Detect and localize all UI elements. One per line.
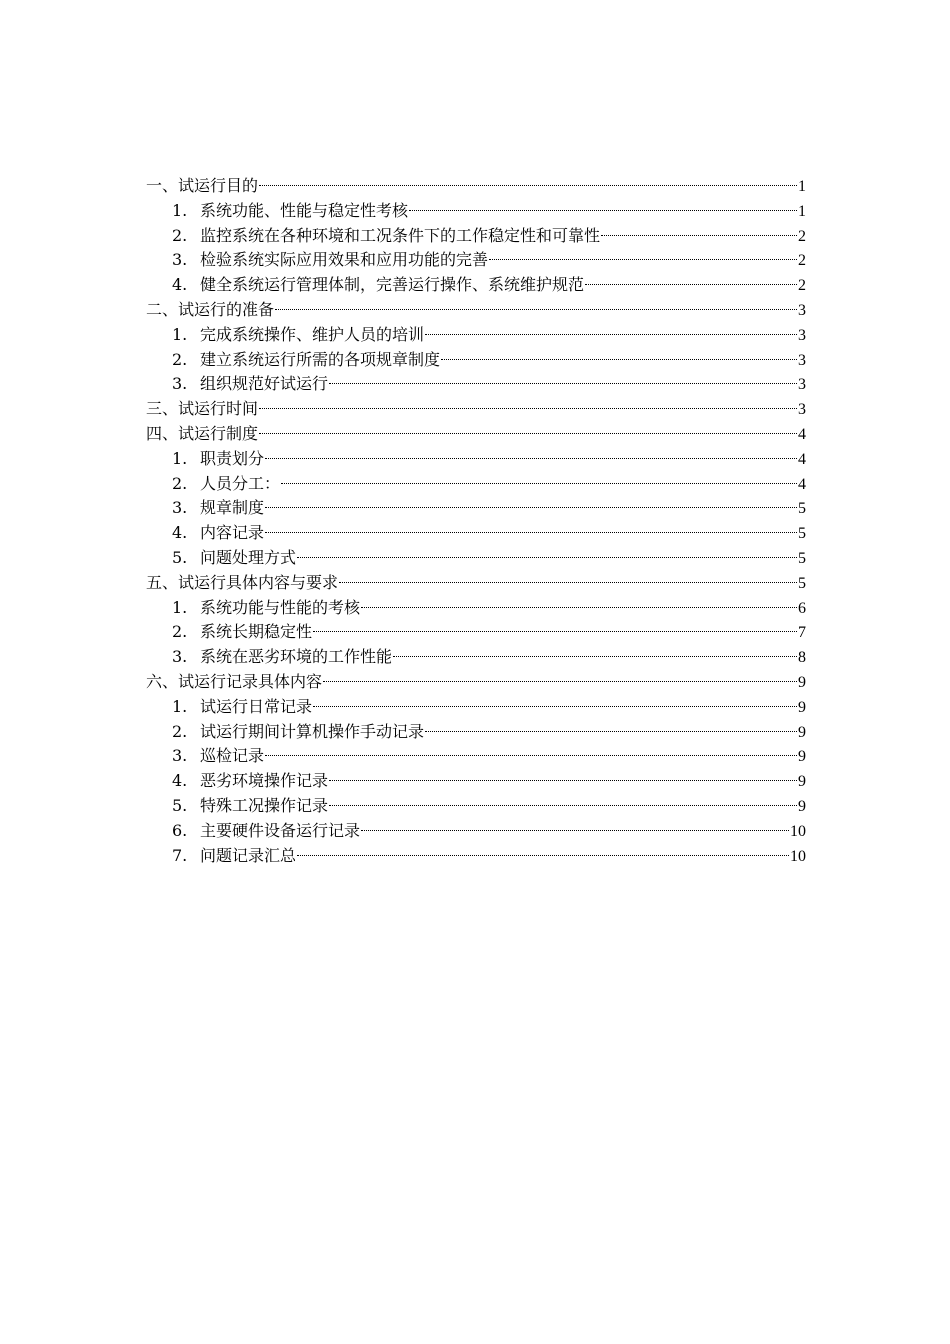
toc-entry-section[interactable] bbox=[146, 298, 806, 323]
toc-page-number: 5 bbox=[798, 574, 806, 592]
toc-page-number: 5 bbox=[798, 525, 806, 543]
toc-entry-title: 五、试运行具体内容与要求 bbox=[146, 572, 339, 592]
toc-entry-subsection[interactable] bbox=[146, 695, 806, 720]
toc-entry-title: 问题记录汇总 bbox=[200, 845, 297, 865]
toc-dot-leader bbox=[361, 830, 789, 831]
toc-dot-leader bbox=[585, 284, 797, 285]
toc-page-number: 3 bbox=[798, 376, 806, 394]
toc-entry-number: 3. bbox=[172, 746, 188, 766]
toc-entry-title: 巡检记录 bbox=[200, 746, 265, 766]
toc-dot-leader bbox=[297, 557, 797, 558]
toc-dot-leader bbox=[265, 507, 797, 508]
toc-page-number: 3 bbox=[798, 326, 806, 344]
toc-entry-title: 二、试运行的准备 bbox=[146, 299, 275, 319]
toc-entry-title: 问题处理方式 bbox=[200, 547, 297, 567]
toc-entry-title: 恶劣环境操作记录 bbox=[200, 771, 329, 791]
toc-dot-leader bbox=[313, 631, 797, 632]
toc-entry-subsection[interactable] bbox=[146, 447, 806, 472]
toc-entry-title: 系统功能、性能与稳定性考核 bbox=[200, 200, 409, 220]
toc-page-number: 9 bbox=[798, 723, 806, 741]
toc-entry-number: 3. bbox=[172, 498, 188, 518]
toc-dot-leader bbox=[281, 483, 797, 484]
toc-entry-title: 完成系统操作、维护人员的培训 bbox=[200, 324, 425, 344]
table-of-contents bbox=[146, 174, 806, 868]
toc-dot-leader bbox=[329, 780, 797, 781]
toc-entry-number: 2. bbox=[172, 349, 188, 369]
toc-entry-title: 系统在恶劣环境的工作性能 bbox=[200, 647, 393, 667]
toc-entry-number: 2. bbox=[172, 622, 188, 642]
toc-entry-title: 试运行期间计算机操作手动记录 bbox=[200, 721, 425, 741]
toc-entry-number: 3. bbox=[172, 647, 188, 667]
toc-page-number: 9 bbox=[798, 673, 806, 691]
toc-entry-subsection[interactable] bbox=[146, 720, 806, 745]
toc-dot-leader bbox=[441, 359, 797, 360]
toc-page-number: 10 bbox=[790, 822, 806, 840]
toc-entry-title: 职责划分 bbox=[200, 448, 265, 468]
toc-page-number: 1 bbox=[798, 202, 806, 220]
toc-dot-leader bbox=[259, 185, 797, 186]
toc-dot-leader bbox=[265, 532, 797, 533]
toc-dot-leader bbox=[265, 458, 797, 459]
toc-dot-leader bbox=[259, 433, 797, 434]
toc-entry-subsection[interactable] bbox=[146, 496, 806, 521]
toc-entry-subsection[interactable] bbox=[146, 819, 806, 844]
toc-page-number: 9 bbox=[798, 748, 806, 766]
toc-entry-title: 特殊工况操作记录 bbox=[200, 795, 329, 815]
toc-entry-title: 系统长期稳定性 bbox=[200, 622, 313, 642]
toc-page-number: 9 bbox=[798, 773, 806, 791]
toc-entry-subsection[interactable] bbox=[146, 472, 806, 497]
toc-page-number: 7 bbox=[798, 624, 806, 642]
toc-entry-subsection[interactable] bbox=[146, 273, 806, 298]
toc-page-number: 8 bbox=[798, 649, 806, 667]
toc-entry-section[interactable] bbox=[146, 397, 806, 422]
toc-dot-leader bbox=[297, 855, 789, 856]
toc-entry-title: 一、试运行目的 bbox=[146, 176, 259, 195]
toc-page-number: 10 bbox=[790, 847, 806, 865]
toc-entry-subsection[interactable] bbox=[146, 372, 806, 397]
toc-page-number: 2 bbox=[798, 277, 806, 295]
toc-entry-number: 4. bbox=[172, 275, 188, 295]
toc-entry-subsection[interactable] bbox=[146, 199, 806, 224]
toc-dot-leader bbox=[489, 259, 797, 260]
toc-entry-title: 规章制度 bbox=[200, 498, 265, 518]
toc-entry-title: 健全系统运行管理体制，完善运行操作、系统维护规范 bbox=[200, 275, 585, 295]
toc-page-number: 3 bbox=[798, 301, 806, 319]
toc-entry-number: 6. bbox=[172, 820, 188, 840]
toc-entry-number: 1. bbox=[172, 696, 188, 716]
toc-entry-section[interactable] bbox=[146, 571, 806, 596]
toc-entry-subsection[interactable] bbox=[146, 596, 806, 621]
toc-dot-leader bbox=[313, 706, 797, 707]
toc-page-number: 3 bbox=[798, 351, 806, 369]
toc-entry-number: 1. bbox=[172, 597, 188, 617]
toc-entry-number: 3. bbox=[172, 374, 188, 394]
toc-page-number: 4 bbox=[798, 425, 806, 443]
toc-dot-leader bbox=[323, 681, 797, 682]
toc-entry-title: 三、试运行时间 bbox=[146, 399, 259, 419]
toc-entry-number: 2. bbox=[172, 225, 188, 245]
toc-entry-number: 5. bbox=[172, 547, 188, 567]
toc-page-number: 2 bbox=[798, 252, 806, 270]
toc-entry-section[interactable] bbox=[146, 670, 806, 695]
toc-entry-title: 四、试运行制度 bbox=[146, 423, 259, 443]
toc-entry-title: 检验系统实际应用效果和应用功能的完善 bbox=[200, 250, 489, 270]
toc-dot-leader bbox=[393, 656, 797, 657]
toc-entry-subsection[interactable] bbox=[146, 521, 806, 546]
toc-entry-number: 2. bbox=[172, 473, 188, 493]
toc-entry-number: 4. bbox=[172, 771, 188, 791]
toc-entry-section[interactable] bbox=[146, 422, 806, 447]
toc-entry-subsection[interactable] bbox=[146, 348, 806, 373]
toc-entry-subsection[interactable] bbox=[146, 794, 806, 819]
toc-dot-leader bbox=[259, 408, 797, 409]
toc-entry-subsection[interactable] bbox=[146, 744, 806, 769]
toc-dot-leader bbox=[329, 383, 797, 384]
toc-entry-title: 内容记录 bbox=[200, 523, 265, 543]
toc-dot-leader bbox=[339, 582, 797, 583]
toc-entry-number: 3. bbox=[172, 250, 188, 270]
toc-entry-title: 试运行日常记录 bbox=[200, 696, 313, 716]
toc-entry-title: 监控系统在各种环境和工况条件下的工作稳定性和可靠性 bbox=[200, 225, 601, 245]
toc-entry-number: 1. bbox=[172, 200, 188, 220]
toc-page-number: 4 bbox=[798, 450, 806, 468]
toc-entry-title: 六、试运行记录具体内容 bbox=[146, 671, 323, 691]
toc-entry-subsection[interactable] bbox=[146, 546, 806, 571]
toc-page-number: 9 bbox=[798, 797, 806, 815]
toc-dot-leader bbox=[329, 805, 797, 806]
toc-entry-number: 1. bbox=[172, 324, 188, 344]
toc-dot-leader bbox=[425, 731, 797, 732]
toc-entry-subsection[interactable] bbox=[146, 645, 806, 670]
toc-entry-number: 7. bbox=[172, 845, 188, 865]
toc-entry-subsection[interactable] bbox=[146, 769, 806, 794]
toc-entry-subsection[interactable] bbox=[146, 620, 806, 645]
toc-entry-number: 5. bbox=[172, 795, 188, 815]
toc-page-number: 1 bbox=[798, 178, 806, 195]
toc-entry-title: 主要硬件设备运行记录 bbox=[200, 820, 361, 840]
toc-page-number: 5 bbox=[798, 500, 806, 518]
toc-entry-title: 人员分工： bbox=[200, 473, 281, 493]
toc-page-number: 4 bbox=[798, 475, 806, 493]
toc-dot-leader bbox=[425, 334, 797, 335]
toc-dot-leader bbox=[601, 235, 797, 236]
toc-dot-leader bbox=[361, 607, 797, 608]
toc-dot-leader bbox=[409, 210, 797, 211]
toc-entry-section[interactable] bbox=[146, 174, 806, 199]
toc-entry-subsection[interactable] bbox=[146, 844, 806, 869]
toc-page-number: 6 bbox=[798, 599, 806, 617]
toc-dot-leader bbox=[275, 309, 797, 310]
toc-page-number: 2 bbox=[798, 227, 806, 245]
toc-entry-number: 1. bbox=[172, 448, 188, 468]
toc-entry-number: 2. bbox=[172, 721, 188, 741]
toc-page-number: 9 bbox=[798, 698, 806, 716]
toc-dot-leader bbox=[265, 755, 797, 756]
toc-entry-title: 组织规范好试运行 bbox=[200, 374, 329, 394]
toc-entry-subsection[interactable] bbox=[146, 323, 806, 348]
toc-page-number: 3 bbox=[798, 401, 806, 419]
toc-entry-number: 4. bbox=[172, 523, 188, 543]
toc-entry-title: 系统功能与性能的考核 bbox=[200, 597, 361, 617]
toc-entry-subsection[interactable] bbox=[146, 224, 806, 249]
toc-entry-title: 建立系统运行所需的各项规章制度 bbox=[200, 349, 441, 369]
toc-entry-subsection[interactable] bbox=[146, 248, 806, 273]
toc-page-number: 5 bbox=[798, 549, 806, 567]
